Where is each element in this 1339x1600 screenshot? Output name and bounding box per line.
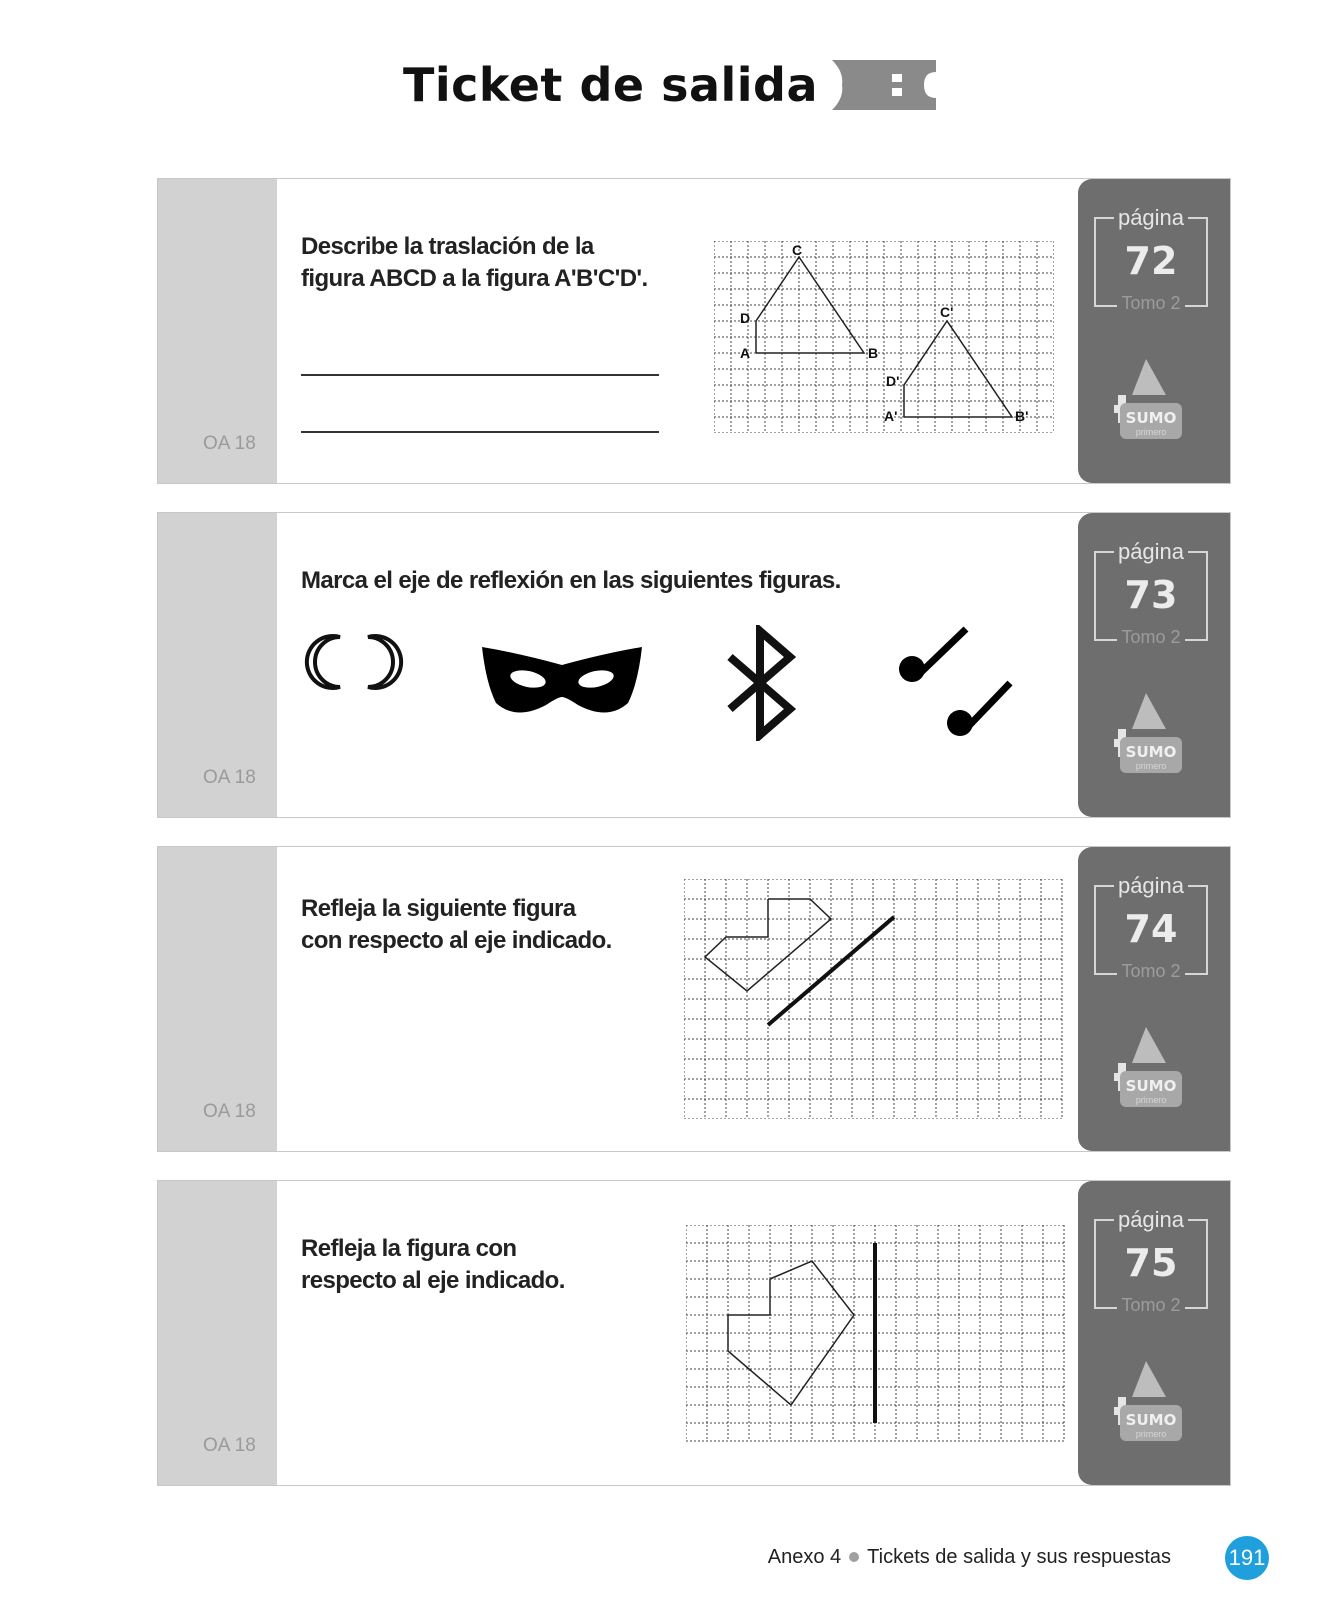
label-d: D	[740, 310, 751, 326]
pagina-label: página	[1114, 539, 1188, 564]
ticket-stub	[158, 847, 277, 1151]
tomo-label: Tomo 2	[1117, 627, 1184, 647]
reflection-grid-vertical[interactable]	[686, 1225, 1066, 1445]
label-c: C	[792, 242, 803, 258]
svg-text:SUMO: SUMO	[1125, 1411, 1177, 1429]
ticket-stub	[158, 1181, 277, 1485]
page-reference-panel	[1078, 513, 1230, 817]
tomo-label: Tomo 2	[1117, 1295, 1184, 1315]
svg-text:SUMO: SUMO	[1125, 409, 1177, 427]
svg-text:primero: primero	[1135, 427, 1167, 437]
sumo-primero-logo-icon	[1114, 1359, 1184, 1449]
answer-line-2[interactable]	[301, 431, 659, 433]
translation-grid-figure	[714, 241, 1054, 433]
oa-label: OA 18	[203, 433, 256, 454]
pagina-label: página	[1114, 205, 1188, 230]
page-reference-panel	[1078, 179, 1230, 483]
label-d-prime: D'	[886, 373, 900, 389]
footer-section: Tickets de salida y sus respuestas	[867, 1546, 1171, 1568]
page-number-badge: 191	[1225, 1536, 1269, 1580]
ticket-stub	[158, 179, 277, 483]
ticket-4	[157, 1180, 1231, 1486]
question-text: Describe la traslación de la figura ABCD a la figura A'B'C'D'.	[301, 233, 648, 292]
footer-annex: Anexo 4	[767, 1546, 842, 1568]
pagina-label: página	[1114, 1207, 1188, 1232]
music-notes-icon[interactable]	[896, 623, 1016, 739]
page-title: Ticket de salida	[402, 58, 819, 112]
label-a-prime: A'	[884, 408, 898, 424]
sumo-primero-logo-icon	[1114, 357, 1184, 447]
ticket-icon	[832, 60, 936, 110]
sumo-primero-logo-icon	[1114, 691, 1184, 781]
reflection-grid-diagonal[interactable]	[684, 879, 1064, 1119]
oa-label: OA 18	[203, 1101, 256, 1122]
svg-text:primero: primero	[1135, 761, 1167, 771]
moon-shapes-icon[interactable]	[300, 623, 410, 703]
ticket-3	[157, 846, 1231, 1152]
oa-label: OA 18	[203, 1435, 256, 1456]
label-b-prime: B'	[1015, 408, 1029, 424]
label-b: B	[868, 345, 879, 361]
answer-line-1[interactable]	[301, 374, 659, 376]
footer-text	[768, 1546, 1171, 1569]
tomo-label: Tomo 2	[1117, 961, 1184, 981]
page-reference-panel	[1078, 1181, 1230, 1485]
page-number: 72	[1124, 239, 1178, 283]
label-a: A	[740, 345, 751, 361]
footer-separator-dot	[849, 1552, 859, 1562]
svg-text:primero: primero	[1135, 1095, 1167, 1105]
ticket-stub	[158, 513, 277, 817]
bluetooth-icon[interactable]	[724, 625, 804, 741]
svg-text:SUMO: SUMO	[1125, 1077, 1177, 1095]
question-text: Refleja la figura con respecto al eje indicado.	[301, 1235, 565, 1294]
mask-icon[interactable]	[478, 643, 646, 721]
svg-text:primero: primero	[1135, 1429, 1167, 1439]
page-number: 74	[1124, 907, 1178, 951]
question-text: Marca el eje de reflexión en las siguientes figuras.	[301, 567, 841, 594]
ticket-1	[157, 178, 1231, 484]
oa-label: OA 18	[203, 767, 256, 788]
question-text: Refleja la siguiente figura con respecto al eje indicado.	[301, 895, 612, 954]
page-footer	[0, 1536, 1339, 1580]
page-reference-panel	[1078, 847, 1230, 1151]
label-c-prime: C'	[940, 304, 954, 320]
ticket-2	[157, 512, 1231, 818]
page-title-row	[0, 58, 1339, 112]
sumo-primero-logo-icon	[1114, 1025, 1184, 1115]
svg-text:SUMO: SUMO	[1125, 743, 1177, 761]
pagina-label: página	[1114, 873, 1188, 898]
page-number: 73	[1124, 573, 1178, 617]
page-number: 75	[1124, 1241, 1178, 1285]
tomo-label: Tomo 2	[1117, 293, 1184, 313]
